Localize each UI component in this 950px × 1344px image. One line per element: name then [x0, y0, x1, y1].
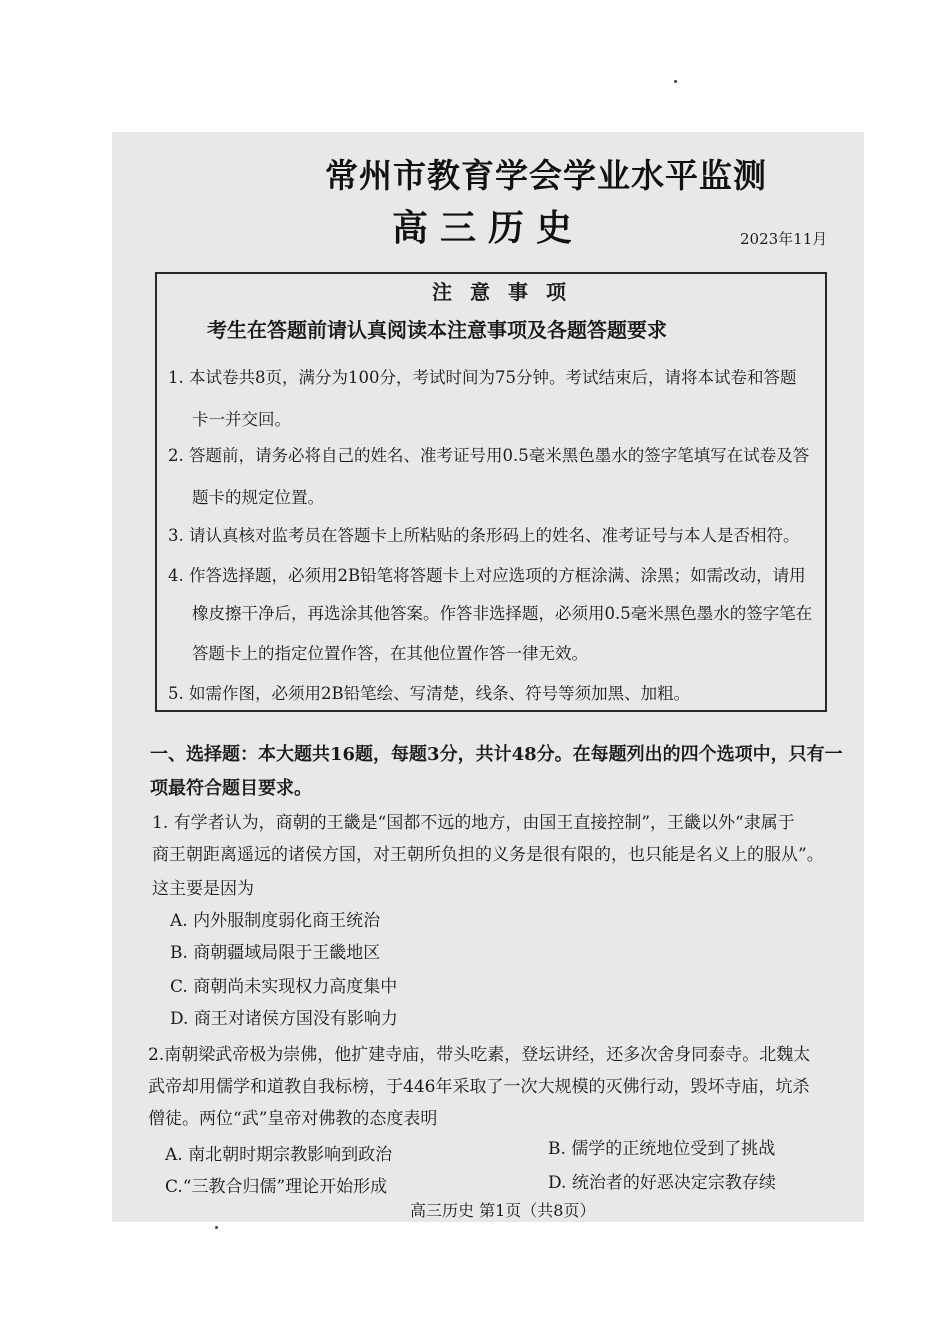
- notice-line: 答题卡上的指定位置作答，在其他位置作答一律无效。: [192, 644, 588, 663]
- exam-date: 2023年11月: [740, 230, 828, 248]
- speck: [674, 80, 677, 83]
- question-stem: 武帝却用儒学和道教自我标榜，于446年采取了一次大规模的灭佛行动，毁坏寺庙，坑杀: [148, 1077, 810, 1097]
- notice-line: 橡皮擦干净后，再选涂其他答案。作答非选择题，必须用0.5毫米黑色墨水的签字笔在: [192, 604, 813, 623]
- notice-line: 4. 作答选择题，必须用2B铅笔将答题卡上对应选项的方框涂满、涂黑；如需改动，请用: [168, 566, 806, 585]
- question-stem: 商王朝距离遥远的诸侯方国，对王朝所负担的义务是很有限的，也只能是名义上的服从”。: [152, 845, 824, 865]
- notice-line: 卡一并交回。: [192, 410, 291, 429]
- speck: [215, 1226, 218, 1229]
- notice-line: 题卡的规定位置。: [192, 488, 324, 507]
- question-stem: 1. 有学者认为，商朝的王畿是“国都不远的地方，由国王直接控制”，王畿以外“隶属于: [152, 813, 795, 833]
- option-a: A. 南北朝时期宗教影响到政治: [165, 1145, 393, 1165]
- option-b: B. 儒学的正统地位受到了挑战: [548, 1139, 776, 1159]
- notice-line: 5. 如需作图，必须用2B铅笔绘、写清楚，线条、符号等须加黑、加粗。: [168, 684, 691, 703]
- section-heading: 一、选择题：本大题共16题，每题3分，共计48分。在每题列出的四个选项中，只有一: [150, 744, 843, 765]
- option-c: C.“三教合归儒”理论开始形成: [165, 1177, 388, 1197]
- question-stem: 2.南朝梁武帝极为崇佛，他扩建寺庙，带头吃素，登坛讲经，还多次舍身同泰寺。北魏太: [148, 1045, 811, 1065]
- question-stem: 这主要是因为: [152, 879, 254, 899]
- notice-subtitle: 考生在答题前请认真阅读本注意事项及各题答题要求: [207, 318, 667, 342]
- notice-line: 1. 本试卷共8页，满分为100分，考试时间为75分钟。考试结束后，请将本试卷和答题: [168, 368, 797, 387]
- page-footer: 高三历史 第1页（共8页）: [410, 1201, 596, 1220]
- section-heading: 项最符合题目要求。: [150, 778, 312, 799]
- option-a: A. 内外服制度弱化商王统治: [170, 911, 381, 931]
- notice-line: 2. 答题前，请务必将自己的姓名、准考证号用0.5毫米黑色墨水的签字笔填写在试卷及答: [168, 446, 810, 465]
- question-stem: 僧徒。两位“武”皇帝对佛教的态度表明: [148, 1109, 438, 1129]
- notice-line: 3. 请认真核对监考员在答题卡上所粘贴的条形码上的姓名、准考证号与本人是否相符。: [168, 526, 800, 545]
- option-d: D. 统治者的好恶决定宗教存续: [548, 1173, 776, 1193]
- exam-subject: 高三历史: [392, 207, 585, 249]
- option-c: C. 商朝尚未实现权力高度集中: [170, 977, 398, 997]
- exam-title: 常州市教育学会学业水平监测: [325, 156, 767, 195]
- option-b: B. 商朝疆域局限于王畿地区: [170, 943, 381, 963]
- notice-title: 注意事项: [432, 280, 584, 304]
- option-d: D. 商王对诸侯方国没有影响力: [170, 1009, 398, 1029]
